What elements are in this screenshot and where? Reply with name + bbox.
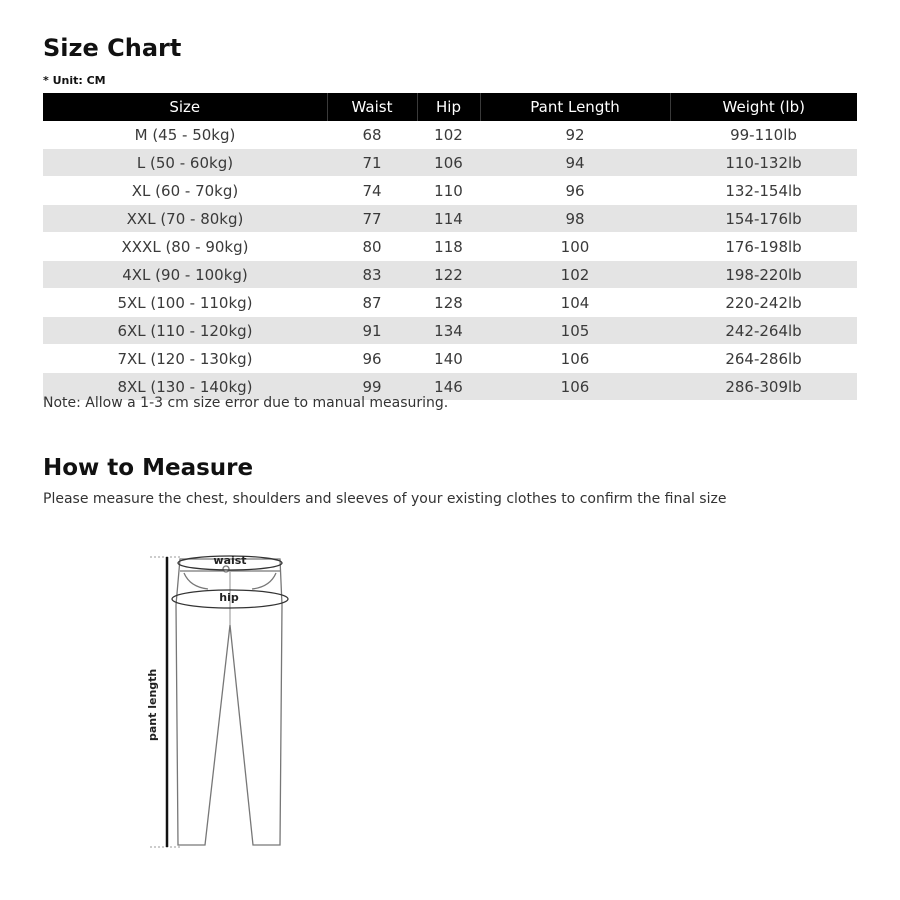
table-row (43, 289, 857, 317)
cell-weight: 176-198lb (670, 233, 857, 261)
cell-pant-length: 102 (480, 261, 670, 289)
cell-pant-length: 106 (480, 373, 670, 401)
pants-measurement-diagram (130, 545, 310, 865)
cell-waist: 80 (327, 233, 417, 261)
cell-weight: 198-220lb (670, 261, 857, 289)
cell-pant-length: 100 (480, 233, 670, 261)
how-to-measure-subtitle: Please measure the chest, shoulders and sleeves of your existing clothes to confirm the final size (43, 491, 727, 507)
pant-length-label: pant length (146, 668, 159, 741)
table-row (43, 177, 857, 205)
cell-waist: 71 (327, 149, 417, 177)
cell-size: XL (60 - 70kg) (43, 177, 327, 205)
measurement-note: Note: Allow a 1-3 cm size error due to manual measuring. (43, 395, 449, 411)
cell-hip: 122 (417, 261, 480, 289)
size-chart-title: Size Chart (43, 34, 182, 62)
cell-hip: 118 (417, 233, 480, 261)
cell-hip: 128 (417, 289, 480, 317)
cell-size: 6XL (110 - 120kg) (43, 317, 327, 345)
cell-pant-length: 104 (480, 289, 670, 317)
cell-pant-length: 98 (480, 205, 670, 233)
cell-weight: 286-309lb (670, 373, 857, 401)
size-table (43, 93, 857, 401)
cell-weight: 154-176lb (670, 205, 857, 233)
header-pant-length: Pant Length (480, 93, 670, 121)
cell-pant-length: 106 (480, 345, 670, 373)
cell-weight: 99-110lb (670, 121, 857, 149)
table-row (43, 261, 857, 289)
cell-waist: 77 (327, 205, 417, 233)
cell-hip: 102 (417, 121, 480, 149)
cell-size: XXL (70 - 80kg) (43, 205, 327, 233)
cell-pant-length: 105 (480, 317, 670, 345)
cell-weight: 242-264lb (670, 317, 857, 345)
table-row (43, 233, 857, 261)
cell-pant-length: 96 (480, 177, 670, 205)
header-size: Size (43, 93, 327, 121)
cell-waist: 83 (327, 261, 417, 289)
cell-size: XXXL (80 - 90kg) (43, 233, 327, 261)
cell-size: 5XL (100 - 110kg) (43, 289, 327, 317)
cell-pant-length: 92 (480, 121, 670, 149)
table-row (43, 121, 857, 149)
cell-hip: 114 (417, 205, 480, 233)
hip-label: hip (219, 591, 239, 604)
cell-hip: 110 (417, 177, 480, 205)
cell-waist: 87 (327, 289, 417, 317)
cell-waist: 96 (327, 345, 417, 373)
cell-hip: 140 (417, 345, 480, 373)
table-row (43, 149, 857, 177)
cell-size: M (45 - 50kg) (43, 121, 327, 149)
cell-weight: 220-242lb (670, 289, 857, 317)
cell-waist: 74 (327, 177, 417, 205)
cell-size: 8XL (130 - 140kg) (43, 373, 327, 401)
cell-waist: 91 (327, 317, 417, 345)
cell-weight: 132-154lb (670, 177, 857, 205)
cell-hip: 134 (417, 317, 480, 345)
cell-hip: 106 (417, 149, 480, 177)
cell-waist: 99 (327, 373, 417, 401)
cell-pant-length: 94 (480, 149, 670, 177)
cell-weight: 110-132lb (670, 149, 857, 177)
header-weight: Weight (lb) (670, 93, 857, 121)
pants-illustration (130, 545, 310, 865)
cell-size: 7XL (120 - 130kg) (43, 345, 327, 373)
how-to-measure-title: How to Measure (43, 455, 254, 481)
table-header-row (43, 93, 857, 121)
header-waist: Waist (327, 93, 417, 121)
cell-waist: 68 (327, 121, 417, 149)
cell-weight: 264-286lb (670, 345, 857, 373)
cell-size: L (50 - 60kg) (43, 149, 327, 177)
header-hip: Hip (417, 93, 480, 121)
cell-hip: 146 (417, 373, 480, 401)
table-row (43, 317, 857, 345)
cell-size: 4XL (90 - 100kg) (43, 261, 327, 289)
table-row (43, 345, 857, 373)
table-row (43, 205, 857, 233)
unit-label: * Unit: CM (43, 74, 106, 87)
waist-label: waist (213, 554, 247, 567)
